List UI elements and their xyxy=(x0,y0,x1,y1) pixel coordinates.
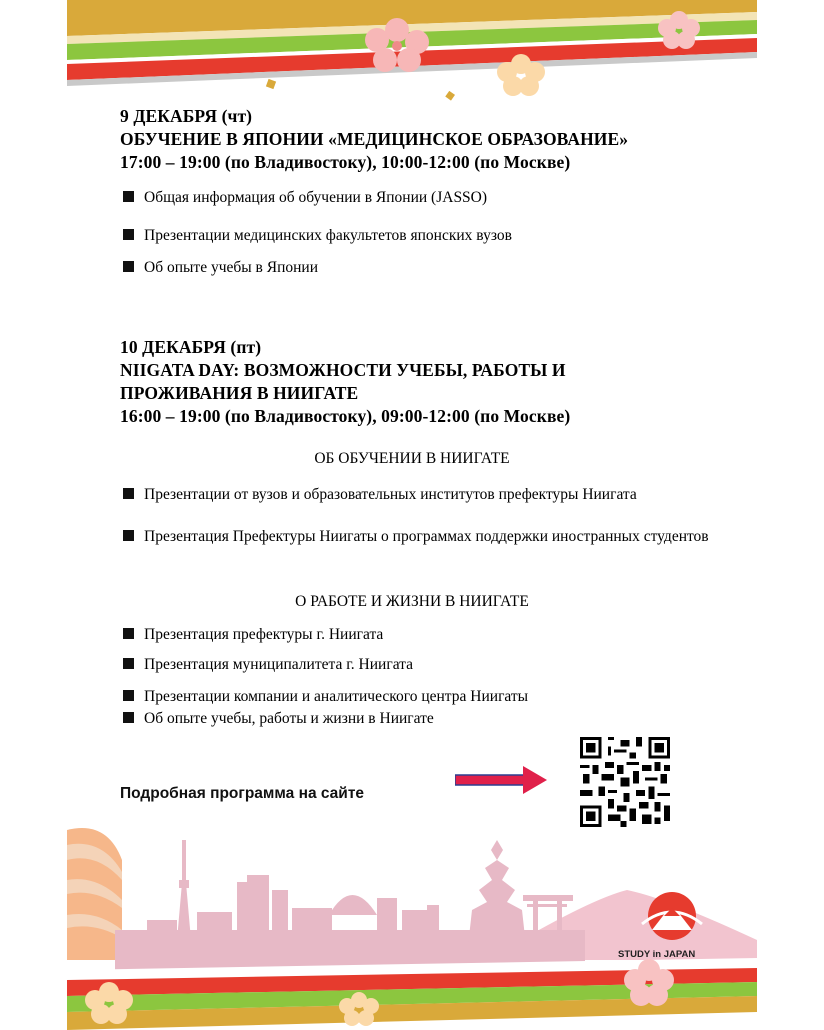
list-item: Презентация муниципалитета г. Ниигата xyxy=(123,654,413,676)
bullet-icon xyxy=(123,712,134,723)
bullet-icon xyxy=(123,658,134,669)
right-arrow-icon xyxy=(455,766,547,794)
list-item: Презентации компании и аналитического центра Ниигаты xyxy=(123,686,528,708)
list-item: Об опыте учебы в Японии xyxy=(123,257,318,279)
list-item: Презентации от вузов и образовательных институтов префектуры Ниигата xyxy=(123,484,637,506)
list-item: Общая информация об обучении в Японии (JASSO) xyxy=(123,187,487,209)
flyer-page xyxy=(67,0,757,1030)
bullet-icon xyxy=(123,628,134,639)
bullet-icon xyxy=(123,191,134,202)
bullet-icon xyxy=(123,488,134,499)
event1-time: 17:00 – 19:00 (по Владивостоку), 10:00-12:00 (по Москве) xyxy=(120,152,571,172)
event2-time: 16:00 – 19:00 (по Владивостоку), 09:00-12:00 (по Москве) xyxy=(120,406,571,426)
section-heading-work-life: О РАБОТЕ И ЖИЗНИ В НИИГАТЕ xyxy=(295,593,529,610)
list-item: Презентация префектуры г. Ниигата xyxy=(123,624,383,646)
event2-title-line2: ПРОЖИВАНИЯ В НИИГАТЕ xyxy=(120,383,359,403)
qr-code-icon[interactable] xyxy=(580,737,670,827)
event1-date: 9 ДЕКАБРЯ (чт) xyxy=(120,106,253,126)
bullet-icon xyxy=(123,261,134,272)
list-item: Презентация Префектуры Ниигаты о программах поддержки иностранных студентов xyxy=(123,526,744,548)
event2-title-line1: NIIGATA DAY: ВОЗМОЖНОСТИ УЧЕБЫ, РАБОТЫ И xyxy=(120,360,566,380)
mount-fuji-sun-logo xyxy=(632,890,712,946)
bullet-icon xyxy=(123,690,134,701)
top-decorative-banner xyxy=(67,0,757,110)
list-item: Презентации медицинских факультетов японских вузов xyxy=(123,225,512,247)
bullet-icon xyxy=(123,229,134,240)
section-heading-study: ОБ ОБУЧЕНИИ В НИИГАТЕ xyxy=(314,450,510,467)
program-link-text[interactable]: Подробная программа на сайте xyxy=(120,785,365,802)
bullet-icon xyxy=(123,530,134,541)
list-item: Об опыте учебы, работы и жизни в Ниигате xyxy=(123,708,434,730)
event1-title: ОБУЧЕНИЕ В ЯПОНИИ «МЕДИЦИНСКОЕ ОБРАЗОВАНИЕ» xyxy=(120,129,629,149)
logo-text: STUDY in JAPAN xyxy=(618,949,696,960)
event2-date: 10 ДЕКАБРЯ (пт) xyxy=(120,337,262,357)
